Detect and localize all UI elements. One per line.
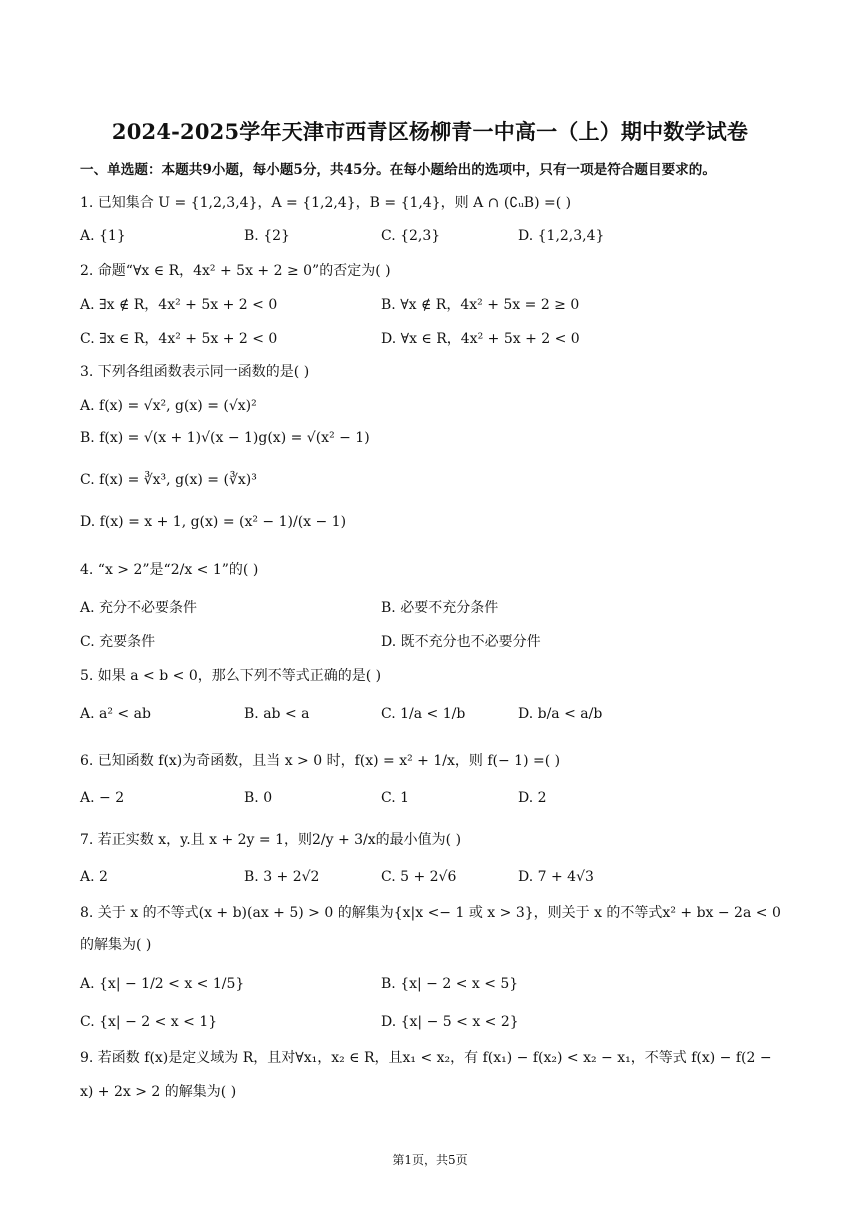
- question-4-stem: 4. “x > 2”是“2/x < 1”的( ): [80, 562, 259, 578]
- q5-option-b: B. ab < a: [244, 706, 310, 722]
- question-9-stem-cont: x) + 2x > 2 的解集为( ): [80, 1084, 237, 1100]
- q1-option-a: A. {1}: [80, 228, 126, 244]
- exam-title: 2024-2025学年天津市西青区杨柳青一中高一（上）期中数学试卷: [111, 119, 749, 144]
- q2-option-d: D. ∀x ∈ R，4x² + 5x + 2 < 0: [381, 331, 580, 347]
- q4-option-d: D. 既不充分也不必要分件: [381, 634, 541, 650]
- q5-option-c: C. 1/a < 1/b: [381, 706, 466, 722]
- q7-option-b: B. 3 + 2√2: [244, 869, 320, 885]
- q3-option-b: B. f(x) = √(x + 1)√(x − 1)g(x) = √(x² − 1): [80, 430, 370, 446]
- q3-option-d: D. f(x) = x + 1, g(x) = (x² − 1)/(x − 1): [80, 514, 347, 530]
- q6-option-b: B. 0: [244, 790, 273, 806]
- q6-option-d: D. 2: [518, 790, 547, 806]
- q2-option-b: B. ∀x ∉ R，4x² + 5x = 2 ≥ 0: [381, 297, 580, 313]
- question-8-stem-cont: 的解集为( ): [80, 937, 152, 953]
- q8-option-d: D. {x| − 5 < x < 2}: [381, 1014, 519, 1030]
- q8-option-b: B. {x| − 2 < x < 5}: [381, 976, 519, 992]
- q5-option-d: D. b/a < a/b: [518, 706, 603, 722]
- page-footer: 第1页，共5页: [392, 1153, 468, 1167]
- q7-option-d: D. 7 + 4√3: [518, 869, 594, 885]
- q2-option-a: A. ∃x ∉ R，4x² + 5x + 2 < 0: [80, 297, 278, 313]
- q6-option-a: A. − 2: [80, 790, 125, 806]
- q5-option-a: A. a² < ab: [80, 706, 151, 722]
- q4-option-b: B. 必要不充分条件: [381, 600, 499, 616]
- q1-option-b: B. {2}: [244, 228, 290, 244]
- section-heading: 一、单选题：本题共9小题，每小题5分，共45分。在每小题给出的选项中，只有一项是符合题目要求的。: [80, 162, 716, 178]
- q8-option-c: C. {x| − 2 < x < 1}: [80, 1014, 218, 1030]
- q6-option-c: C. 1: [381, 790, 410, 806]
- question-1-stem: 1. 已知集合 U = {1,2,3,4}，A = {1,2,4}，B = {1,4}，则 A ∩ (∁ᵤB) =( ): [80, 195, 572, 211]
- question-3-stem: 3. 下列各组函数表示同一函数的是( ): [80, 364, 310, 380]
- question-8-stem: 8. 关于 x 的不等式(x + b)(ax + 5) > 0 的解集为{x|x <− 1 或 x > 3}，则关于 x 的不等式x² + bx − 2a < 0: [80, 905, 781, 921]
- q8-option-a: A. {x| − 1/2 < x < 1/5}: [80, 976, 245, 992]
- q4-option-a: A. 充分不必要条件: [80, 600, 198, 616]
- question-2-stem: 2. 命题“∀x ∈ R，4x² + 5x + 2 ≥ 0”的否定为( ): [80, 263, 391, 279]
- q3-option-a: A. f(x) = √x², g(x) = (√x)²: [80, 398, 257, 414]
- question-6-stem: 6. 已知函数 f(x)为奇函数，且当 x > 0 时，f(x) = x² + 1/x，则 f(− 1) =( ): [80, 753, 561, 769]
- q4-option-c: C. 充要条件: [80, 634, 156, 650]
- q1-option-d: D. {1,2,3,4}: [518, 228, 605, 244]
- q1-option-c: C. {2,3}: [381, 228, 441, 244]
- q2-option-c: C. ∃x ∈ R，4x² + 5x + 2 < 0: [80, 331, 278, 347]
- q7-option-a: A. 2: [80, 869, 108, 885]
- question-9-stem: 9. 若函数 f(x)是定义域为 R，且对∀x₁，x₂ ∈ R，且x₁ < x₂，有 f(x₁) − f(x₂) < x₂ − x₁，不等式 f(x) − f(2 −: [80, 1050, 772, 1066]
- question-5-stem: 5. 如果 a < b < 0，那么下列不等式正确的是( ): [80, 668, 382, 684]
- q7-option-c: C. 5 + 2√6: [381, 869, 457, 885]
- question-7-stem: 7. 若正实数 x，y.且 x + 2y = 1，则2/y + 3/x的最小值为( ): [80, 832, 462, 848]
- q3-option-c: C. f(x) = ∛x³, g(x) = (∛x)³: [80, 472, 257, 488]
